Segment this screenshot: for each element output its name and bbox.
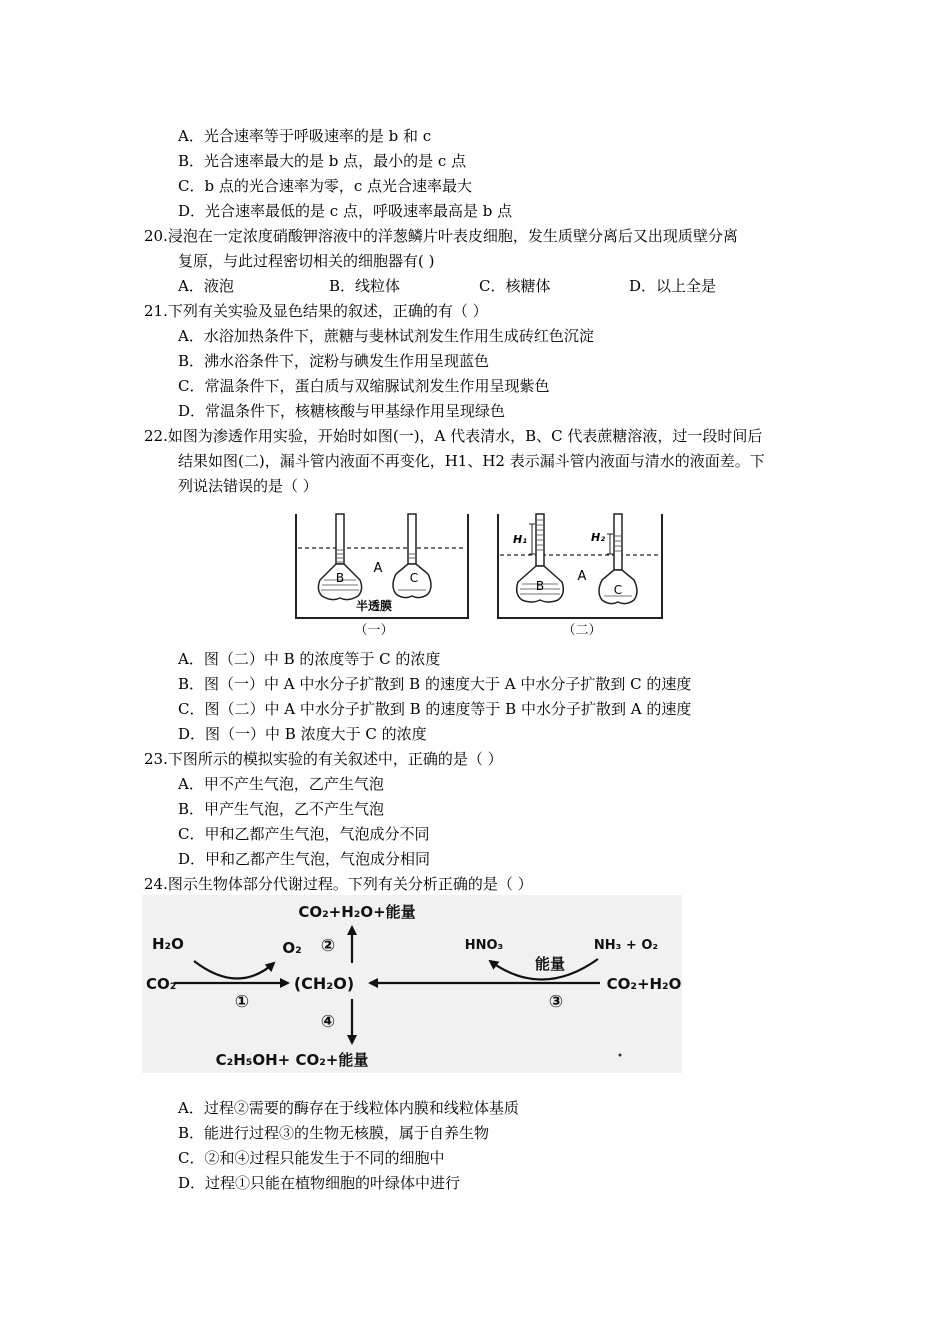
q21-option-b: B．沸水浴条件下，淀粉与碘发生作用呈现蓝色: [178, 352, 490, 370]
process-2-label: ②: [320, 936, 336, 956]
q24-stem: 24.图示生物体部分代谢过程。下列有关分析正确的是（ ）: [144, 875, 533, 893]
fig1-caption: （一）: [354, 623, 394, 638]
co2-label: CO₂: [146, 975, 177, 993]
funnel-c-1: [393, 514, 431, 598]
q24-option-d: D．过程①只能在植物细胞的叶绿体中进行: [178, 1174, 461, 1192]
q22-option-c: C．图（二）中 A 中水分子扩散到 B 的速度等于 B 中水分子扩散到 A 的速度: [178, 700, 692, 718]
q20-option-a: A．液泡: [178, 277, 234, 295]
q19-option-c: C．b 点的光合速率为零，c 点光合速率最大: [178, 177, 473, 195]
fig1-label-c: C: [409, 571, 419, 585]
ch2o-label: (CH₂O): [293, 974, 355, 993]
beaker-2: [498, 514, 662, 618]
metabolism-diagram: [142, 895, 682, 1073]
q19-option-a: A．光合速率等于呼吸速率的是 b 和 c: [178, 127, 432, 145]
q22-option-b: B．图（一）中 A 中水分子扩散到 B 的速度大于 A 中水分子扩散到 C 的速度: [178, 675, 692, 693]
q20-stem-line1: 20.浸泡在一定浓度硝酸钾溶液中的洋葱鳞片叶表皮细胞，发生质壁分离后又出现质壁分离: [144, 227, 738, 245]
q21-option-d: D．常温条件下，核糖核酸与甲基绿作用呈现绿色: [178, 402, 506, 420]
hno3-label: HNO₃: [464, 938, 504, 953]
q24-option-b: B．能进行过程③的生物无核膜，属于自养生物: [178, 1124, 490, 1142]
q21-stem: 21.下列有关实验及显色结果的叙述，正确的有（ ）: [144, 302, 488, 320]
q24-option-a: A．过程②需要的酶存在于线粒体内膜和线粒体基质: [178, 1099, 519, 1117]
funnel-b-1: [318, 514, 361, 600]
fig2-caption: （二）: [562, 623, 602, 638]
q21-option-a: A．水浴加热条件下，蔗糖与斐林试剂发生作用生成砖红色沉淀: [178, 327, 594, 345]
q20-option-d: D．以上全是: [629, 277, 717, 295]
membrane-label: 半透膜: [355, 599, 393, 613]
q23-option-c: C．甲和乙都产生气泡，气泡成分不同: [178, 825, 430, 843]
fig2-label-c: C: [613, 583, 623, 597]
h1-label: H₁: [512, 533, 528, 546]
q22-stem-line1: 22.如图为渗透作用实验，开始时如图(一)，A 代表清水，B、C 代表蔗糖溶液，过一段时间后: [144, 427, 763, 445]
process-1-label: ①: [234, 992, 250, 1012]
q22-stem-line3: 列说法错误的是（ ）: [178, 477, 318, 495]
q20-option-b: B．线粒体: [329, 277, 401, 295]
o2-label: O₂: [282, 939, 302, 957]
q20-stem-line2: 复原，与此过程密切相关的细胞器有( ): [178, 252, 435, 270]
process-4-label: ④: [320, 1012, 336, 1032]
q23-option-b: B．甲产生气泡，乙不产生气泡: [178, 800, 385, 818]
q23-option-d: D．甲和乙都产生气泡，气泡成分相同: [178, 850, 431, 868]
fig1-label-b: B: [335, 571, 345, 585]
fig2-label-a: A: [577, 569, 587, 584]
q23-stem: 23.下图所示的模拟实验的有关叙述中，正确的是（ ）: [144, 750, 503, 768]
q24-option-c: C．②和④过程只能发生于不同的细胞中: [178, 1149, 445, 1167]
top-product: CO₂+H₂O+能量: [298, 903, 416, 921]
q22-option-d: D．图（一）中 B 浓度大于 C 的浓度: [178, 725, 427, 743]
osmosis-figure: [292, 510, 667, 645]
q19-option-d: D．光合速率最低的是 c 点，呼吸速率最高是 b 点: [178, 202, 513, 220]
stray-dot: [619, 1054, 622, 1057]
nh3-o2-label: NH₃ + O₂: [593, 938, 659, 953]
fig1-label-a: A: [373, 561, 383, 576]
q19-option-b: B．光合速率最大的是 b 点，最小的是 c 点: [178, 152, 467, 170]
q23-option-a: A．甲不产生气泡，乙产生气泡: [178, 775, 384, 793]
bottom-product: C₂H₅OH+ CO₂+能量: [215, 1051, 369, 1069]
q22-option-a: A．图（二）中 B 的浓度等于 C 的浓度: [178, 650, 441, 668]
h2o-label: H₂O: [152, 935, 184, 953]
q22-stem-line2: 结果如图(二)，漏斗管内液面不再变化，H1、H2 表示漏斗管内液面与清水的液面差。下: [178, 452, 765, 470]
q20-option-c: C．核糖体: [479, 277, 551, 295]
fig2-label-b: B: [535, 579, 545, 593]
process-3-label: ③: [548, 992, 564, 1012]
right-reactants: CO₂+H₂O: [606, 975, 682, 993]
h2-label: H₂: [590, 531, 606, 544]
energy-label: 能量: [534, 955, 566, 973]
q21-option-c: C．常温条件下，蛋白质与双缩脲试剂发生作用呈现紫色: [178, 377, 550, 395]
